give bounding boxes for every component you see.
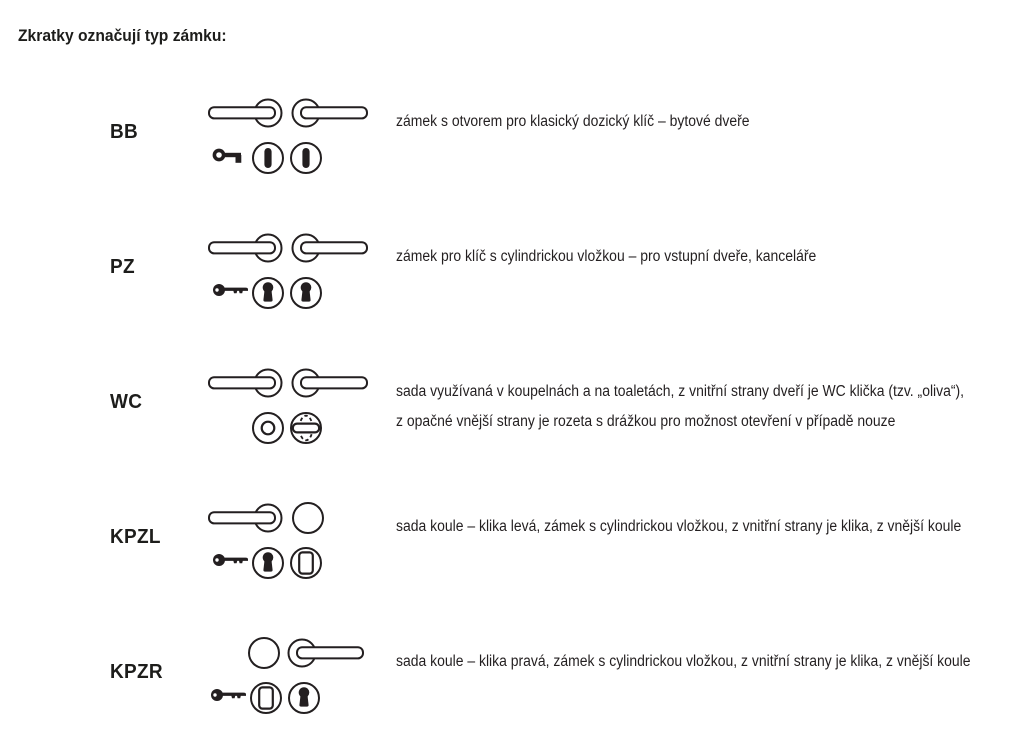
lock-type-row-pz bbox=[0, 230, 1011, 315]
lock-type-row-kpzr bbox=[0, 635, 1011, 720]
cylinder-keyhole-rosette-icon bbox=[291, 278, 321, 308]
lever-handle-left-icon bbox=[209, 370, 282, 397]
groove-rosette-icon bbox=[253, 413, 283, 443]
cylinder-key-icon bbox=[211, 689, 246, 701]
door-hardware-set-icon-wc bbox=[208, 365, 368, 447]
lever-handle-right-icon bbox=[293, 235, 368, 262]
door-hardware-set-icon-bb bbox=[208, 95, 368, 177]
lever-handle-left-icon bbox=[209, 235, 282, 262]
lever-handle-left-icon bbox=[209, 100, 282, 127]
blind-rosette-icon bbox=[291, 548, 321, 578]
lever-handle-right-icon bbox=[293, 100, 368, 127]
lock-type-row-bb bbox=[0, 95, 1011, 180]
lock-type-row-wc bbox=[0, 365, 1011, 450]
lock-code-label: BB bbox=[110, 121, 139, 143]
wc-oliva-turn-rosette-icon bbox=[291, 413, 321, 443]
cylinder-key-icon bbox=[213, 554, 248, 566]
cylinder-key-icon bbox=[213, 284, 248, 296]
door-hardware-set-icon-pz bbox=[208, 230, 368, 312]
blind-rosette-icon bbox=[251, 683, 281, 713]
lock-code-label: KPZL bbox=[110, 526, 161, 548]
cylinder-keyhole-rosette-icon bbox=[253, 278, 283, 308]
lock-type-row-kpzl bbox=[0, 500, 1011, 585]
dozicky-key-icon bbox=[214, 150, 241, 162]
page-title: Zkratky označují typ zámku: bbox=[18, 26, 227, 45]
door-hardware-set-icon-kpzr bbox=[208, 635, 368, 717]
cylinder-keyhole-rosette-icon bbox=[253, 548, 283, 578]
lock-code-label: PZ bbox=[110, 256, 135, 278]
lock-type-description: zámek pro klíč s cylindrickou vložkou – pro vstupní dveře, kanceláře bbox=[396, 248, 817, 265]
lock-code-label: WC bbox=[110, 391, 143, 413]
lock-type-description: sada využívaná v koupelnách a na toaletách, z vnitřní strany dveří je WC klička (tzv. „oliva“), z opačné vnější strany je rozeta s drážkou pro možnost otevření v případě nouze bbox=[396, 383, 965, 430]
door-hardware-set-icon-kpzl bbox=[208, 500, 368, 582]
lock-type-description: sada koule – klika pravá, zámek s cylindrickou vložkou, z vnitřní strany je klika, z vnější koule bbox=[396, 653, 971, 670]
lock-type-description: sada koule – klika levá, zámek s cylindrickou vložkou, z vnitřní strany je klika, z vnější koule bbox=[396, 518, 962, 535]
knob-icon bbox=[249, 638, 279, 668]
lever-handle-left-icon bbox=[209, 505, 282, 532]
slot-keyhole-rosette-icon bbox=[253, 143, 283, 173]
slot-keyhole-rosette-icon bbox=[291, 143, 321, 173]
lock-code-label: KPZR bbox=[110, 661, 163, 683]
lever-handle-right-icon bbox=[289, 640, 364, 667]
lock-type-description: zámek s otvorem pro klasický dozický klíč – bytové dveře bbox=[396, 113, 750, 130]
lever-handle-right-icon bbox=[293, 370, 368, 397]
cylinder-keyhole-rosette-icon bbox=[289, 683, 319, 713]
knob-icon bbox=[293, 503, 323, 533]
